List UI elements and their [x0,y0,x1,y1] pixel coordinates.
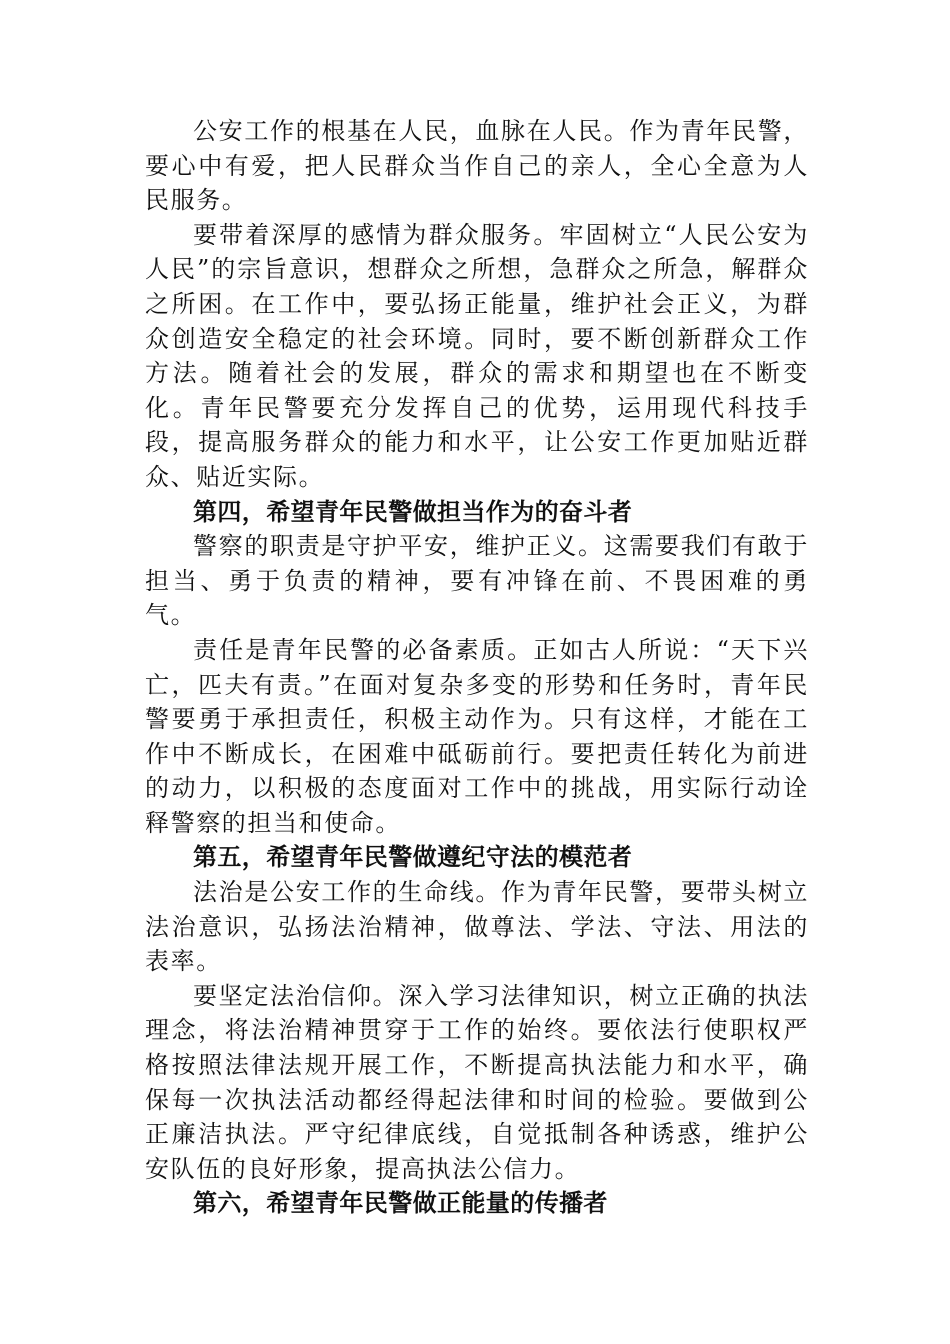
paragraph-people-foundation: 公安工作的根基在人民，血脉在人民。作为青年民警，要心中有爱，把人民群众当作自己的亲人，全心全意为人民服务。 [145,117,809,215]
section-heading-sixth: 第六，希望青年民警做正能量的传播者 [193,1189,608,1218]
paragraph-serve-masses: 要带着深厚的感情为群众服务。牢固树立“人民公安为人民”的宗旨意识，想群众之所想，急群众之所急，解群众之所困。在工作中，要弘扬正能量，维护社会正义，为群众创造安全稳定的社会环境。同时，要不断创新群众工作方法。随着社会的发展，群众的需求和期望也在不断变化。青年民警要充分发挥自己的优势，运用现代科技手段，提高服务群众的能力和水平，让公安工作更加贴近群众、贴近实际。 [145,220,809,491]
section-heading-fifth: 第五，希望青年民警做遵纪守法的模范者 [193,843,633,872]
section-heading-fourth: 第四，希望青年民警做担当作为的奋斗者 [193,497,633,526]
document-page [145,114,809,1221]
paragraph-responsibility: 责任是青年民警的必备素质。正如古人所说：“天下兴亡，匹夫有责。”在面对复杂多变的形势和任务时，青年民警要勇于承担责任，积极主动作为。只有这样，才能在工作中不断成长，在困难中砥砺前行。要把责任转化为前进的动力，以积极的态度面对工作中的挑战，用实际行动诠释警察的担当和使命。 [145,635,809,837]
paragraph-law-belief: 要坚定法治信仰。深入学习法律知识，树立正确的执法理念，将法治精神贯穿于工作的始终。要依法行使职权严格按照法律法规开展工作，不断提高执法能力和水平，确保每一次执法活动都经得起法律和时间的检验。要做到公正廉洁执法。严守纪律底线，自觉抵制各种诱惑，维护公安队伍的良好形象，提高执法公信力。 [145,981,809,1183]
paragraph-police-duty: 警察的职责是守护平安，维护正义。这需要我们有敢于担当、勇于负责的精神，要有冲锋在前、不畏困难的勇气。 [145,532,809,630]
paragraph-rule-of-law: 法治是公安工作的生命线。作为青年民警，要带头树立法治意识，弘扬法治精神，做尊法、学法、守法、用法的表率。 [145,878,809,976]
